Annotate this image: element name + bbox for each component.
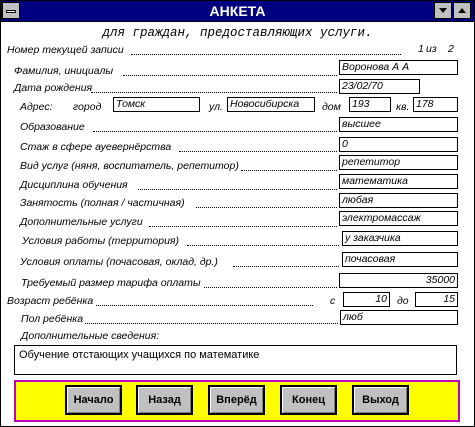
tariff-field[interactable]: 35000 — [339, 273, 458, 288]
education-field[interactable]: высшее — [339, 117, 458, 132]
record-current: 1 — [418, 43, 424, 55]
dotted-leader — [131, 52, 401, 55]
extra-services-label: Дополнительные услуги — [20, 216, 143, 228]
experience-label: Стаж в сфере ауевернёрства — [20, 141, 172, 153]
child-sex-label: Пол ребёнка — [21, 313, 84, 325]
apt-label: кв. — [396, 101, 410, 113]
employment-label: Занятость (полная / частичная) — [20, 197, 185, 209]
apt-field[interactable]: 178 — [413, 97, 458, 112]
record-number-label: Номер текущей записи — [7, 44, 124, 56]
end-button[interactable]: Конец — [280, 385, 337, 415]
child-age-from-label: с — [330, 295, 336, 307]
address-label: Адрес: — [20, 101, 53, 113]
dotted-leader — [123, 73, 337, 76]
child-age-to-field[interactable]: 15 — [415, 292, 458, 307]
window-title: АНКЕТА — [209, 3, 266, 19]
dotted-leader — [233, 264, 339, 267]
service-type-label: Вид услуг (няня, воспитатель, репетитор) — [20, 160, 239, 172]
start-button[interactable]: Начало — [65, 385, 122, 415]
employment-field[interactable]: любая — [339, 193, 458, 208]
tariff-label: Требуемый размер тарифа оплаты — [21, 277, 201, 289]
dotted-leader — [93, 129, 337, 132]
discipline-label: Дисциплина обучения — [20, 179, 128, 191]
dotted-leader — [96, 303, 313, 306]
child-sex-field[interactable]: люб — [340, 310, 458, 325]
dotted-leader — [196, 205, 337, 208]
title-bar — [1, 1, 474, 22]
birth-date-field[interactable]: 23/02/70 — [339, 79, 420, 94]
education-label: Образование — [20, 121, 85, 133]
form-subtitle: для граждан, предоставляющих услуги. — [102, 26, 373, 40]
triangle-down-icon — [439, 8, 447, 13]
maximize-button[interactable] — [453, 2, 471, 19]
minimize-button[interactable] — [434, 2, 452, 19]
service-type-field[interactable]: репетитор — [339, 155, 458, 170]
experience-field[interactable]: 0 — [339, 137, 458, 152]
child-age-label: Возраст ребёнка — [7, 295, 94, 307]
street-label: ул. — [209, 101, 223, 113]
dotted-leader — [85, 321, 338, 324]
dotted-leader — [138, 187, 337, 190]
dotted-leader — [241, 168, 337, 171]
street-field[interactable]: Новосибирска — [227, 97, 315, 112]
fio-label: Фамилия, инициалы — [14, 65, 114, 77]
pay-conditions-label: Условия оплаты (почасовая, оклад, др.) — [20, 256, 218, 268]
dotted-leader — [179, 149, 337, 152]
work-conditions-field[interactable]: у заказчика — [342, 231, 458, 246]
child-age-from-field[interactable]: 10 — [343, 292, 390, 307]
forward-button[interactable]: Вперёд — [208, 385, 265, 415]
dotted-leader — [149, 224, 337, 227]
child-age-to-label: до — [397, 295, 409, 307]
house-field[interactable]: 193 — [349, 97, 391, 112]
pay-conditions-field[interactable]: почасовая — [342, 252, 458, 267]
city-label: город — [73, 101, 102, 113]
extra-info-field[interactable]: Обучение отстающих учащихся по математике — [14, 345, 457, 375]
extra-info-label: Дополнительные сведения: — [21, 330, 160, 342]
exit-button[interactable]: Выход — [352, 385, 409, 415]
house-label: дом — [322, 101, 341, 113]
work-conditions-label: Условия работы (территория) — [22, 235, 180, 247]
record-total: 2 — [448, 43, 454, 55]
extra-services-field[interactable]: электромассаж — [339, 211, 458, 226]
city-field[interactable]: Томск — [113, 97, 200, 112]
dotted-leader — [91, 90, 337, 93]
triangle-up-icon — [458, 8, 466, 13]
back-button[interactable]: Назад — [136, 385, 193, 415]
dotted-leader — [204, 285, 337, 288]
discipline-field[interactable]: математика — [339, 174, 458, 189]
fio-field[interactable]: Воронова А А — [339, 60, 458, 75]
record-of-label: из — [426, 43, 437, 55]
birth-date-label: Дата рождения — [14, 82, 93, 94]
dotted-leader — [187, 243, 339, 246]
